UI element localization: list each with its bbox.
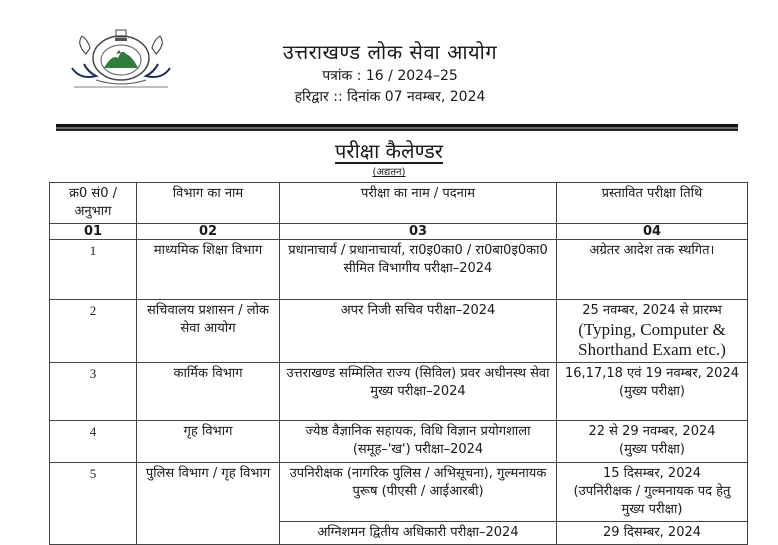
table-row [50, 240, 748, 300]
row-date [557, 522, 748, 545]
row-date-text: अग्रेतर आदेश तक स्थगित। [589, 243, 715, 258]
row-date [557, 463, 748, 522]
row-date-text: 25 नवम्बर, 2024 से प्रारम्भ [582, 303, 722, 318]
col-num-04: 04 [557, 224, 748, 240]
row-department: सचिवालय प्रशासन / लोक सेवा आयोग [137, 300, 280, 363]
row-exam: ज्येष्ठ वैज्ञानिक सहायक, विधि विज्ञान प्रयोगशाला (समूह–'ख') परीक्षा–2024 [280, 421, 557, 463]
row-department: माध्यमिक शिक्षा विभाग [137, 240, 280, 300]
row-date-text: 22 से 29 नवम्बर, 2024 [588, 424, 716, 439]
table-row [50, 363, 748, 421]
row-date [557, 421, 748, 463]
row-date-note: (मुख्य परीक्षा) [619, 442, 685, 457]
col-num-02: 02 [137, 224, 280, 240]
header-department: विभाग का नाम [137, 183, 280, 224]
row-serial: 3 [50, 363, 137, 421]
row-date [557, 363, 748, 421]
place-and-date: हरिद्वार :: दिनांक 07 नवम्बर, 2024 [294, 89, 486, 105]
reference-number: पत्रांक : 16 / 2024–25 [322, 68, 458, 84]
row-exam: अपर निजी सचिव परीक्षा–2024 [280, 300, 557, 363]
row-date-text: 15 दिसम्बर, 2024 [602, 466, 702, 481]
header-exam: परीक्षा का नाम / पदनाम [280, 183, 557, 224]
table-row [50, 463, 748, 522]
table-header-row [50, 183, 748, 224]
row-date-note: (उपनिरीक्षक / गुल्मनायक पद हेतु मुख्य परीक्षा) [573, 484, 731, 517]
row-date [557, 300, 748, 363]
document-subtitle-text: (अद्यतन) [372, 167, 406, 178]
row-date-text: 29 दिसम्बर, 2024 [602, 525, 702, 540]
exam-calendar-table [49, 182, 748, 545]
row-department: गृह विभाग [137, 421, 280, 463]
row-date-note: (Typing, Computer & Shorthand Exam etc.) [578, 320, 726, 359]
row-serial: 1 [50, 240, 137, 300]
row-exam: उत्तराखण्ड सम्मिलित राज्य (सिविल) प्रवर अधीनस्थ सेवा मुख्य परीक्षा–2024 [280, 363, 557, 421]
col-num-01: 01 [50, 224, 137, 240]
row-date [557, 240, 748, 300]
row-date-note: (मुख्य परीक्षा) [619, 384, 685, 399]
document-title [0, 137, 778, 164]
row-exam: प्रधानाचार्य / प्रधानाचार्या, रा0इ0का0 / रा0बा0इ0का0 सीमित विभागीय परीक्षा–2024 [280, 240, 557, 300]
col-num-03: 03 [280, 224, 557, 240]
table-row [50, 421, 748, 463]
row-date-text: 16,17,18 एवं 19 नवम्बर, 2024 [564, 366, 739, 381]
row-exam: अग्निशमन द्वितीय अधिकारी परीक्षा–2024 [280, 522, 557, 545]
org-title: उत्तराखण्ड लोक सेवा आयोग [282, 40, 498, 64]
row-department: कार्मिक विभाग [137, 363, 280, 421]
row-department: पुलिस विभाग / गृह विभाग [137, 463, 280, 545]
row-serial: 5 [50, 463, 137, 545]
document-title-text: परीक्षा कैलेण्डर [335, 139, 443, 163]
document-subtitle [0, 164, 778, 178]
header-date: प्रस्तावित परीक्षा तिथि [557, 183, 748, 224]
row-exam: उपनिरीक्षक (नागरिक पुलिस / अभिसूचना), गुल्मनायक पुरूष (पीएसी / आईआरबी) [280, 463, 557, 522]
header-divider [56, 124, 738, 131]
commission-emblem-logo [66, 24, 176, 90]
table-row [50, 300, 748, 363]
row-serial: 4 [50, 421, 137, 463]
column-number-row [50, 224, 748, 240]
row-serial: 2 [50, 300, 137, 363]
header-serial: क्र0 सं0 / अनुभाग [50, 183, 137, 224]
